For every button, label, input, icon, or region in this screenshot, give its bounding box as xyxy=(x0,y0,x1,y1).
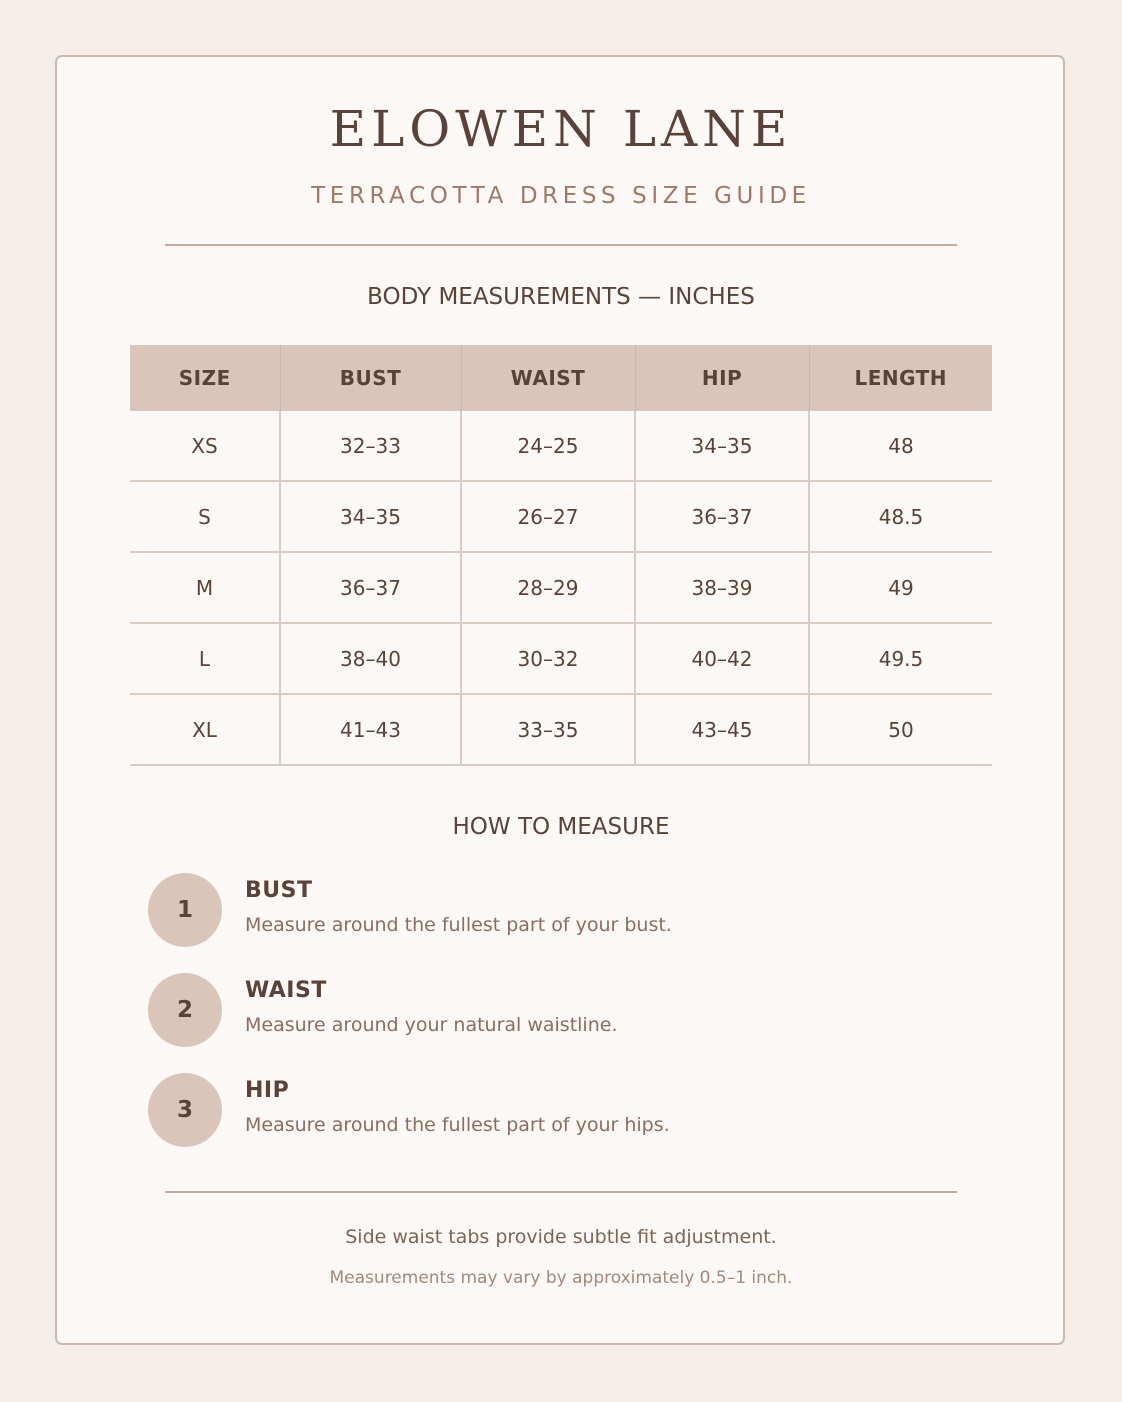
size-cell: S xyxy=(130,481,280,552)
step-description: Measure around your natural waistline. xyxy=(245,1014,618,1036)
bust-cell: 36–37 xyxy=(280,552,461,623)
bust-cell: 38–40 xyxy=(280,623,461,694)
column-header-length: LENGTH xyxy=(809,345,992,411)
size-table xyxy=(130,345,992,766)
size-cell: XL xyxy=(130,694,280,765)
bust-cell: 34–35 xyxy=(280,481,461,552)
table-row xyxy=(130,694,992,765)
length-cell: 48.5 xyxy=(809,481,992,552)
measurement-disclaimer: Measurements may vary by approximately 0.5–1 inch. xyxy=(329,1268,793,1288)
waist-cell: 24–25 xyxy=(461,411,635,481)
measurements-title: BODY MEASUREMENTS — INCHES xyxy=(367,284,755,310)
top-divider xyxy=(165,244,957,246)
length-cell: 49 xyxy=(809,552,992,623)
hip-cell: 43–45 xyxy=(635,694,809,765)
step-description: Measure around the fullest part of your hips. xyxy=(245,1114,670,1136)
step-number-badge: 2 xyxy=(148,973,222,1047)
length-cell: 48 xyxy=(809,411,992,481)
step-label: WAIST xyxy=(245,978,327,1003)
hip-cell: 36–37 xyxy=(635,481,809,552)
hip-cell: 38–39 xyxy=(635,552,809,623)
length-cell: 49.5 xyxy=(809,623,992,694)
fit-note: Side waist tabs provide subtle fit adjustment. xyxy=(345,1226,777,1248)
bust-cell: 32–33 xyxy=(280,411,461,481)
step-number-badge: 1 xyxy=(148,873,222,947)
size-cell: M xyxy=(130,552,280,623)
step-label: BUST xyxy=(245,878,313,903)
table-row xyxy=(130,552,992,623)
hip-cell: 34–35 xyxy=(635,411,809,481)
measure-step-bust xyxy=(148,873,948,949)
column-header-hip: HIP xyxy=(635,345,809,411)
brand-name: ELOWEN LANE xyxy=(329,100,793,158)
bust-cell: 41–43 xyxy=(280,694,461,765)
table-row xyxy=(130,623,992,694)
guide-subtitle: TERRACOTTA DRESS SIZE GUIDE xyxy=(311,183,811,209)
column-header-waist: WAIST xyxy=(461,345,635,411)
column-header-size: SIZE xyxy=(130,345,280,411)
size-cell: L xyxy=(130,623,280,694)
table-row xyxy=(130,411,992,481)
table-row xyxy=(130,481,992,552)
hip-cell: 40–42 xyxy=(635,623,809,694)
column-header-bust: BUST xyxy=(280,345,461,411)
measure-step-hip xyxy=(148,1073,948,1149)
bottom-divider xyxy=(165,1191,957,1193)
size-cell: XS xyxy=(130,411,280,481)
waist-cell: 26–27 xyxy=(461,481,635,552)
step-number-badge: 3 xyxy=(148,1073,222,1147)
measure-step-waist xyxy=(148,973,948,1049)
waist-cell: 33–35 xyxy=(461,694,635,765)
step-description: Measure around the fullest part of your bust. xyxy=(245,914,672,936)
step-label: HIP xyxy=(245,1078,290,1103)
table-header-row xyxy=(130,345,992,411)
waist-cell: 28–29 xyxy=(461,552,635,623)
length-cell: 50 xyxy=(809,694,992,765)
how-to-measure-title: HOW TO MEASURE xyxy=(452,814,670,840)
waist-cell: 30–32 xyxy=(461,623,635,694)
